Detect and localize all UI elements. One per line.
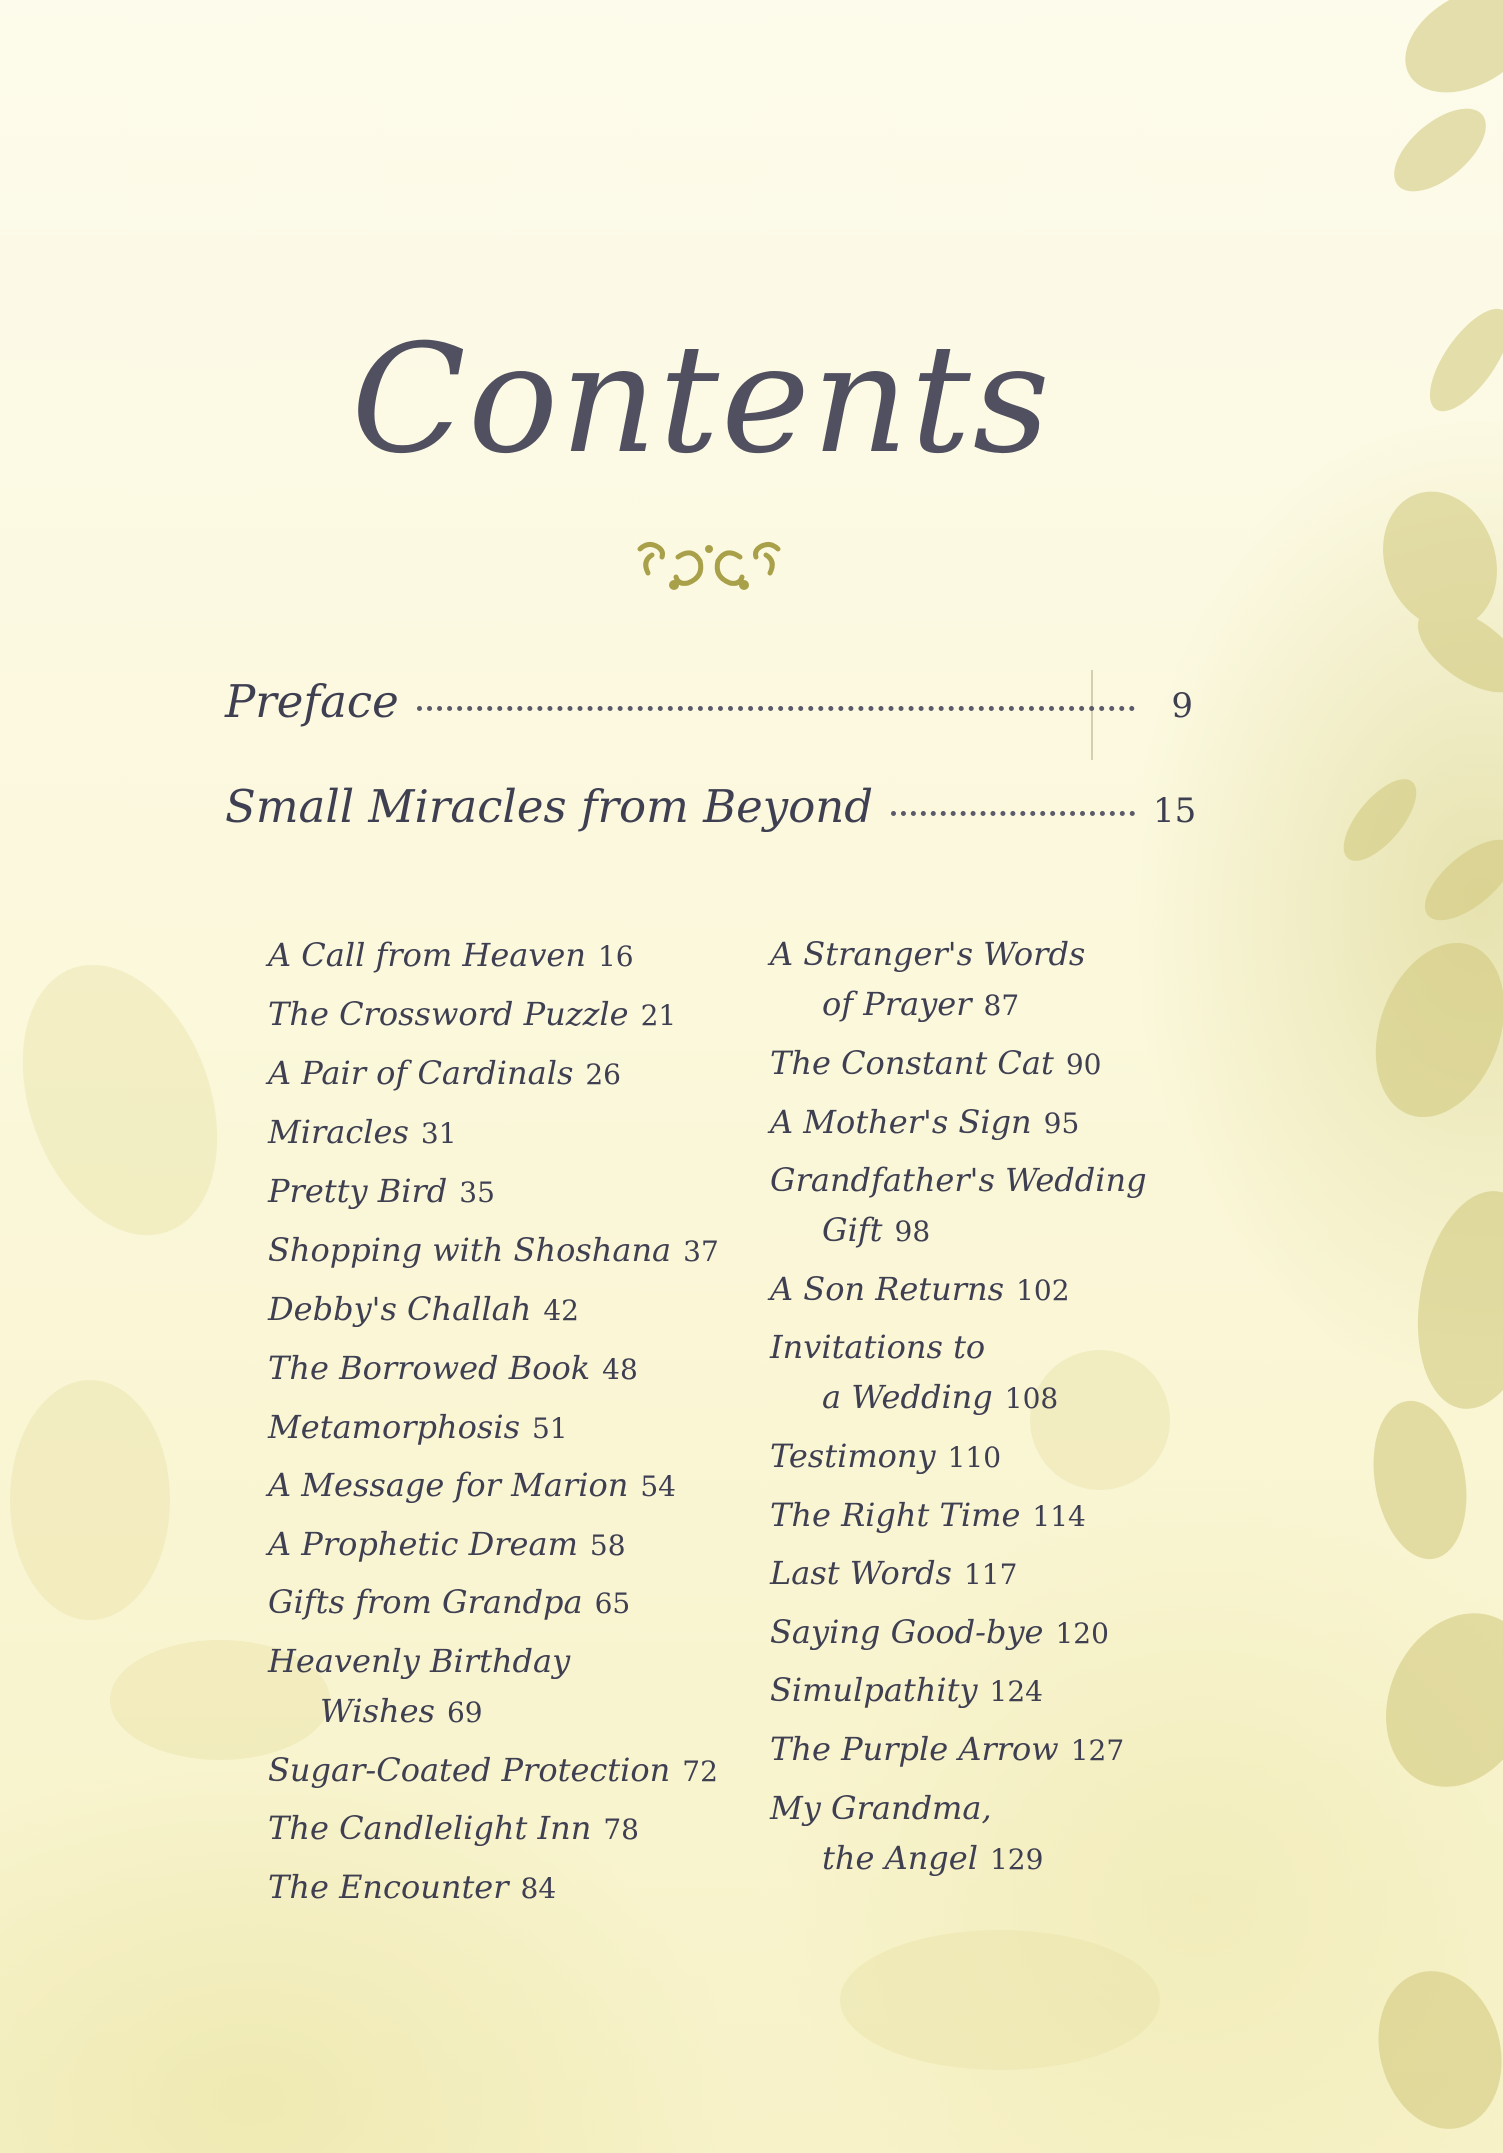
toc-item-title: Testimony <box>770 1437 936 1475</box>
toc-item-page: 90 <box>1065 1048 1102 1081</box>
toc-item-page: 129 <box>989 1843 1044 1876</box>
toc-item[interactable] <box>770 1665 1043 1717</box>
toc-item[interactable] <box>770 1607 1109 1659</box>
toc-item-page: 110 <box>947 1441 1002 1474</box>
toc-item[interactable] <box>268 1284 579 1336</box>
toc-item-title: Last Words <box>770 1554 952 1592</box>
toc-item[interactable] <box>268 1519 626 1571</box>
toc-item[interactable] <box>770 1548 1017 1600</box>
toc-entry-section[interactable] <box>225 775 1197 839</box>
toc-item-title: Miracles <box>268 1113 409 1151</box>
scroll-flourish-icon <box>634 535 784 597</box>
toc-item-title: Saying Good-bye <box>770 1613 1044 1651</box>
toc-item-title-continued: Gift <box>822 1211 883 1249</box>
toc-item-title-continued: Wishes <box>320 1692 435 1730</box>
toc-item-page: 51 <box>531 1412 568 1445</box>
toc-item-title: The Right Time <box>770 1496 1021 1534</box>
toc-entry-preface[interactable] <box>225 670 1193 734</box>
toc-item[interactable] <box>268 1225 719 1277</box>
toc-item-page: 48 <box>602 1353 638 1386</box>
toc-item[interactable] <box>770 1783 1043 1885</box>
toc-item[interactable] <box>770 1431 1001 1483</box>
toc-item-title: A Message for Marion <box>268 1466 629 1504</box>
toc-item[interactable] <box>268 1343 638 1395</box>
toc-item[interactable] <box>770 1264 1070 1316</box>
toc-item-title: Invitations to <box>770 1328 986 1366</box>
toc-item-title-continued: a Wedding <box>822 1378 993 1416</box>
dot-leader <box>417 706 1135 711</box>
toc-item-title: A Prophetic Dream <box>268 1525 578 1563</box>
toc-item[interactable] <box>268 1745 718 1797</box>
toc-item[interactable] <box>268 1862 556 1914</box>
toc-entry-page: 15 <box>1153 791 1197 831</box>
toc-item-title: Grandfather's Wedding <box>770 1161 1147 1199</box>
toc-item-title: Simulpathity <box>770 1671 978 1709</box>
toc-item-page: 95 <box>1043 1107 1080 1140</box>
toc-item-page: 84 <box>520 1872 557 1905</box>
toc-item-page: 120 <box>1055 1617 1109 1650</box>
toc-item-page: 16 <box>597 940 634 973</box>
toc-entry-label: Small Miracles from Beyond <box>225 780 874 833</box>
toc-item[interactable] <box>770 1490 1086 1542</box>
toc-item-page: 72 <box>682 1755 718 1788</box>
toc-item-title: The Encounter <box>268 1868 509 1906</box>
toc-item[interactable] <box>268 1460 676 1512</box>
toc-item-title: The Crossword Puzzle <box>268 995 629 1033</box>
toc-item[interactable] <box>268 1577 630 1629</box>
toc-item-page: 108 <box>1004 1382 1059 1415</box>
toc-item-title-continued: of Prayer <box>822 985 972 1023</box>
toc-item[interactable] <box>268 1166 495 1218</box>
toc-item-title: The Candlelight Inn <box>268 1809 592 1847</box>
toc-item[interactable] <box>268 930 634 982</box>
toc-item-title: A Son Returns <box>770 1270 1005 1308</box>
toc-item-page: 31 <box>420 1117 457 1150</box>
toc-item[interactable] <box>770 1724 1124 1776</box>
toc-item-page: 114 <box>1032 1500 1086 1533</box>
toc-item-title: A Call from Heaven <box>268 936 586 974</box>
toc-entry-page: 9 <box>1171 686 1193 726</box>
toc-item[interactable] <box>770 929 1085 1031</box>
toc-item-page: 78 <box>603 1813 639 1846</box>
toc-item-page: 117 <box>963 1558 1018 1591</box>
toc-item-title-continued: the Angel <box>822 1839 978 1877</box>
toc-item[interactable] <box>268 1803 639 1855</box>
toc-item-title: Sugar-Coated Protection <box>268 1751 671 1789</box>
toc-item-page: 26 <box>585 1058 621 1091</box>
toc-item-page: 69 <box>446 1696 483 1729</box>
toc-item-title: My Grandma, <box>770 1789 992 1827</box>
toc-item[interactable] <box>268 1636 570 1738</box>
toc-item-page: 127 <box>1070 1734 1125 1767</box>
toc-item[interactable] <box>770 1097 1079 1149</box>
toc-item-title: Metamorphosis <box>268 1408 520 1446</box>
toc-item-page: 124 <box>989 1675 1043 1708</box>
toc-item[interactable] <box>770 1038 1101 1090</box>
toc-item-page: 35 <box>459 1176 495 1209</box>
toc-item-page: 42 <box>543 1294 579 1327</box>
toc-item-title: Shopping with Shoshana <box>268 1231 672 1269</box>
toc-item-title: A Mother's Sign <box>770 1103 1032 1141</box>
toc-item-title: Debby's Challah <box>268 1290 532 1328</box>
toc-item[interactable] <box>268 989 676 1041</box>
toc-item-page: 102 <box>1016 1274 1070 1307</box>
toc-item-title: Pretty Bird <box>268 1172 448 1210</box>
toc-item-title: A Stranger's Words <box>770 935 1086 973</box>
page-title: Contents <box>351 313 1052 487</box>
toc-item-title: Heavenly Birthday <box>268 1642 571 1680</box>
toc-item[interactable] <box>268 1107 457 1159</box>
toc-item[interactable] <box>770 1322 1058 1424</box>
toc-item-title: Gifts from Grandpa <box>268 1583 583 1621</box>
toc-item-title: The Borrowed Book <box>268 1349 591 1387</box>
toc-item-title: A Pair of Cardinals <box>268 1054 574 1092</box>
toc-item-page: 58 <box>589 1529 626 1562</box>
toc-item-page: 21 <box>640 999 677 1032</box>
toc-item[interactable] <box>268 1048 621 1100</box>
toc-item-title: The Constant Cat <box>770 1044 1054 1082</box>
toc-entry-label: Preface <box>225 675 399 728</box>
toc-item-page: 98 <box>894 1215 931 1248</box>
toc-item[interactable] <box>268 1402 568 1454</box>
toc-item-title: The Purple Arrow <box>770 1730 1059 1768</box>
toc-item[interactable] <box>770 1155 1147 1257</box>
toc-item-page: 54 <box>640 1470 676 1503</box>
dot-leader <box>891 811 1135 816</box>
toc-item-page: 87 <box>983 989 1020 1022</box>
toc-item-page: 65 <box>594 1587 631 1620</box>
toc-item-page: 37 <box>683 1235 719 1268</box>
